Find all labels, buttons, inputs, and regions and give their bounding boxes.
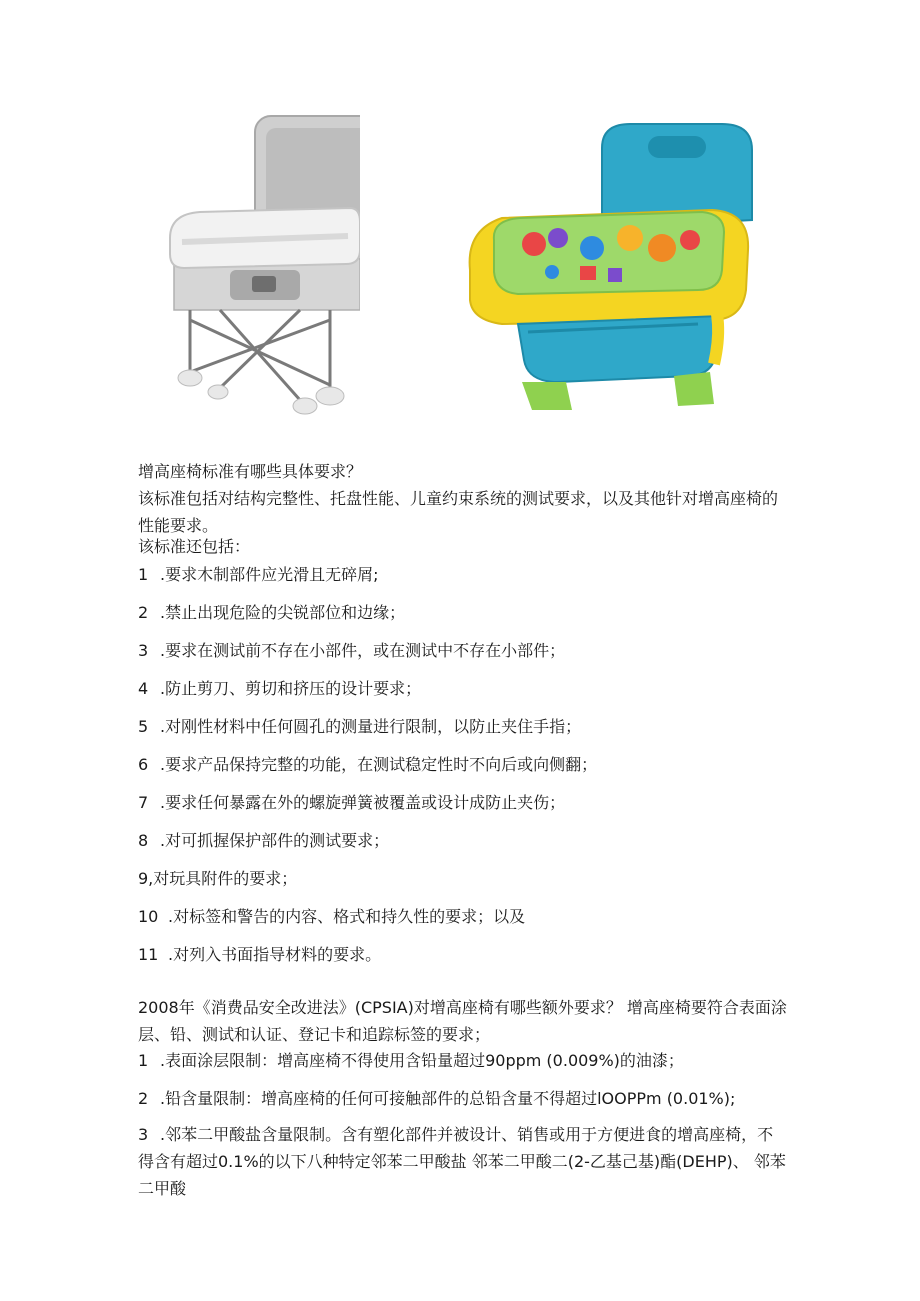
list-item-number: 10 [138, 907, 159, 926]
list-item [138, 906, 788, 928]
list-item-text: .要求任何暴露在外的螺旋弹簧被覆盖或设计成防止夹伤； [160, 793, 566, 812]
list-item-text: .对列入书面指导材料的要求。 [168, 945, 382, 964]
list-item-text: .邻苯二甲酸盐含量限制。含有塑化部件并被设计、销售或用于方便进食的增高座椅，不 得含有超过0.1%的以下八种特定邻苯二甲酸盐 邻苯二甲酸二(2-乙基己基)酯(DEHP)、 邻苯二甲酸 [138, 1125, 786, 1198]
list-item [138, 564, 788, 586]
list-item-text: .对可抓握保护部件的测试要求； [160, 831, 390, 850]
list-item [138, 830, 788, 852]
list-item-number: 4 [138, 679, 149, 698]
list-item [138, 1121, 788, 1202]
list-item-text: 对玩具附件的要求； [153, 869, 298, 888]
list-item-text: .要求木制部件应光滑且无碎屑; [160, 565, 379, 584]
list-item-number: 9, [138, 869, 154, 888]
list-item-text: .对刚性材料中任何圆孔的测量进行限制，以防止夹住手指； [160, 717, 582, 736]
list-item-number: 2 [138, 603, 149, 622]
colorful-booster-seat-image [462, 120, 758, 416]
list-item-text: .防止剪刀、剪切和挤压的设计要求； [160, 679, 422, 698]
list-item [138, 944, 788, 966]
list-item [138, 640, 788, 662]
list-item-number: 3 [138, 641, 149, 660]
list-item-text: .铅含量限制：增高座椅的任何可接触部件的总铅含量不得超过lOOPPm (0.01%); [160, 1089, 736, 1108]
list-item-number: 8 [138, 831, 149, 850]
list-item [138, 716, 788, 738]
question-1-title: 增高座椅标准有哪些具体要求？ [138, 462, 363, 481]
list-item-number: 3 [138, 1125, 149, 1144]
list-item-number: 5 [138, 717, 149, 736]
list-item [138, 602, 788, 624]
list-item-number: 11 [138, 945, 159, 964]
question-1-answer: 该标准包括对结构完整性、托盘性能、儿童约束系统的测试要求，以及其他针对增高座椅的 性能要求。 [138, 489, 779, 535]
list-item-text: .对标签和警告的内容、格式和持久性的要求；以及 [168, 907, 526, 926]
list-item-number: 1 [138, 1051, 149, 1070]
list-item-number: 2 [138, 1089, 149, 1108]
grey-booster-seat-image [160, 110, 360, 422]
list-item-text: .要求在测试前不存在小部件，或在测试中不存在小部件； [160, 641, 566, 660]
list-item [138, 678, 788, 700]
list-item-text: .表面涂层限制：增高座椅不得使用含铅量超过90ppm (0.009%)的油漆； [160, 1051, 684, 1070]
list-item [138, 1088, 788, 1110]
list-item [138, 792, 788, 814]
list-item [138, 754, 788, 776]
list-item [138, 1050, 788, 1072]
list-item-text: .要求产品保持完整的功能，在测试稳定性时不向后或向侧翻； [160, 755, 598, 774]
cpsia-paragraph: 2008年《消费品安全改进法》(CPSIA)对增高座椅有哪些额外要求？ 增高座椅要符合表面涂层、铅、测试和认证、登记卡和追踪标签的要求； [138, 998, 787, 1044]
list-item [138, 868, 788, 890]
also-includes-label: 该标准还包括： [138, 537, 251, 556]
list-item-number: 6 [138, 755, 149, 774]
list-item-number: 1 [138, 565, 149, 584]
list-item-text: .禁止出现危险的尖锐部位和边缘； [160, 603, 406, 622]
list-item-number: 7 [138, 793, 149, 812]
